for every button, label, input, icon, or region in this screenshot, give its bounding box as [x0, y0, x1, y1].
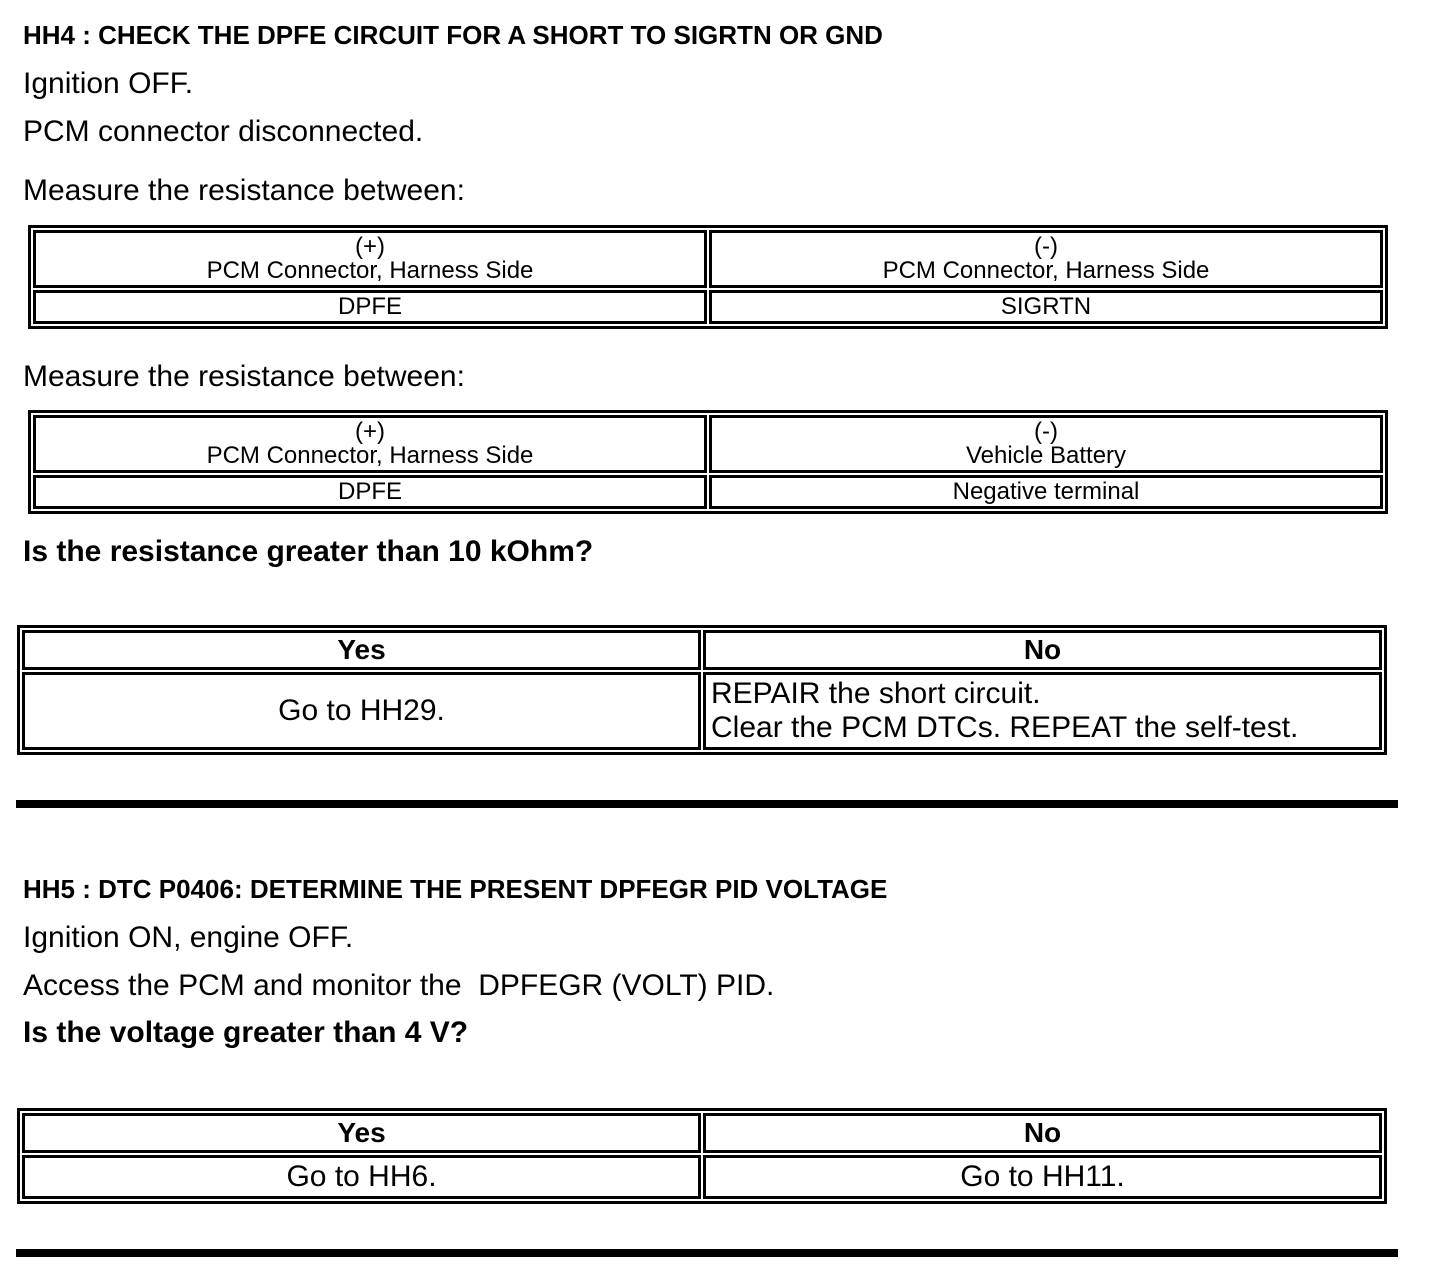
- table-row: [33, 230, 1383, 288]
- measure-instruction: Measure the resistance between:: [23, 360, 465, 393]
- no-action-cell: [703, 672, 1382, 750]
- positive-title: PCM Connector, Harness Side: [206, 442, 534, 469]
- no-header-cell: No: [703, 630, 1382, 670]
- procedure-step: Ignition ON, engine OFF.: [23, 921, 354, 954]
- table-row: [22, 672, 1382, 750]
- positive-value-cell: DPFE: [33, 290, 707, 324]
- negative-sign: (-): [1034, 418, 1058, 445]
- decision-table-hh5: [17, 1108, 1387, 1204]
- section-heading-hh5: HH5 : DTC P0406: DETERMINE THE PRESENT DPFEGR PID VOLTAGE: [23, 874, 888, 904]
- table-row: [22, 1155, 1382, 1199]
- table-row: [22, 1113, 1382, 1153]
- measurement-table-2: [28, 410, 1388, 514]
- decision-question: Is the resistance greater than 10 kOhm?: [23, 535, 594, 568]
- yes-action-cell: Go to HH29.: [22, 672, 701, 750]
- negative-value-cell: Negative terminal: [709, 475, 1383, 509]
- table-row: [33, 475, 1383, 509]
- negative-title: PCM Connector, Harness Side: [882, 257, 1210, 284]
- measure-instruction: Measure the resistance between:: [23, 174, 465, 207]
- negative-title: Vehicle Battery: [965, 442, 1127, 469]
- yes-header-cell: Yes: [22, 630, 701, 670]
- section-divider-rule: [16, 800, 1398, 808]
- decision-question: Is the voltage greater than 4 V?: [23, 1016, 469, 1049]
- positive-header-cell: [33, 415, 707, 473]
- positive-header-cell: [33, 230, 707, 288]
- table-row: [33, 415, 1383, 473]
- no-header-cell: No: [703, 1113, 1382, 1153]
- negative-sign: (-): [1034, 233, 1058, 260]
- table-row: [22, 630, 1382, 670]
- negative-header-cell: [709, 415, 1383, 473]
- procedure-step: PCM connector disconnected.: [23, 115, 424, 148]
- negative-header-cell: [709, 230, 1383, 288]
- procedure-step: Access the PCM and monitor the DPFEGR (VOLT) PID.: [23, 969, 775, 1002]
- procedure-step: Ignition OFF.: [23, 67, 194, 100]
- yes-header-cell: Yes: [22, 1113, 701, 1153]
- table-row: [33, 290, 1383, 324]
- no-action-line: Clear the PCM DTCs. REPEAT the self-test.: [711, 711, 1299, 744]
- no-action-cell: Go to HH11.: [703, 1155, 1382, 1199]
- positive-sign: (+): [355, 233, 385, 260]
- negative-value-cell: SIGRTN: [709, 290, 1383, 324]
- yes-action-cell: Go to HH6.: [22, 1155, 701, 1199]
- measurement-table-1: [28, 225, 1388, 329]
- section-divider-rule: [16, 1249, 1398, 1257]
- procedure-page: [0, 22, 1440, 1257]
- positive-title: PCM Connector, Harness Side: [206, 257, 534, 284]
- no-action-line: REPAIR the short circuit.: [711, 677, 1041, 710]
- section-heading-hh4: HH4 : CHECK THE DPFE CIRCUIT FOR A SHORT TO SIGRTN OR GND: [23, 20, 883, 50]
- decision-table-hh4: [17, 625, 1387, 755]
- positive-sign: (+): [355, 418, 385, 445]
- positive-value-cell: DPFE: [33, 475, 707, 509]
